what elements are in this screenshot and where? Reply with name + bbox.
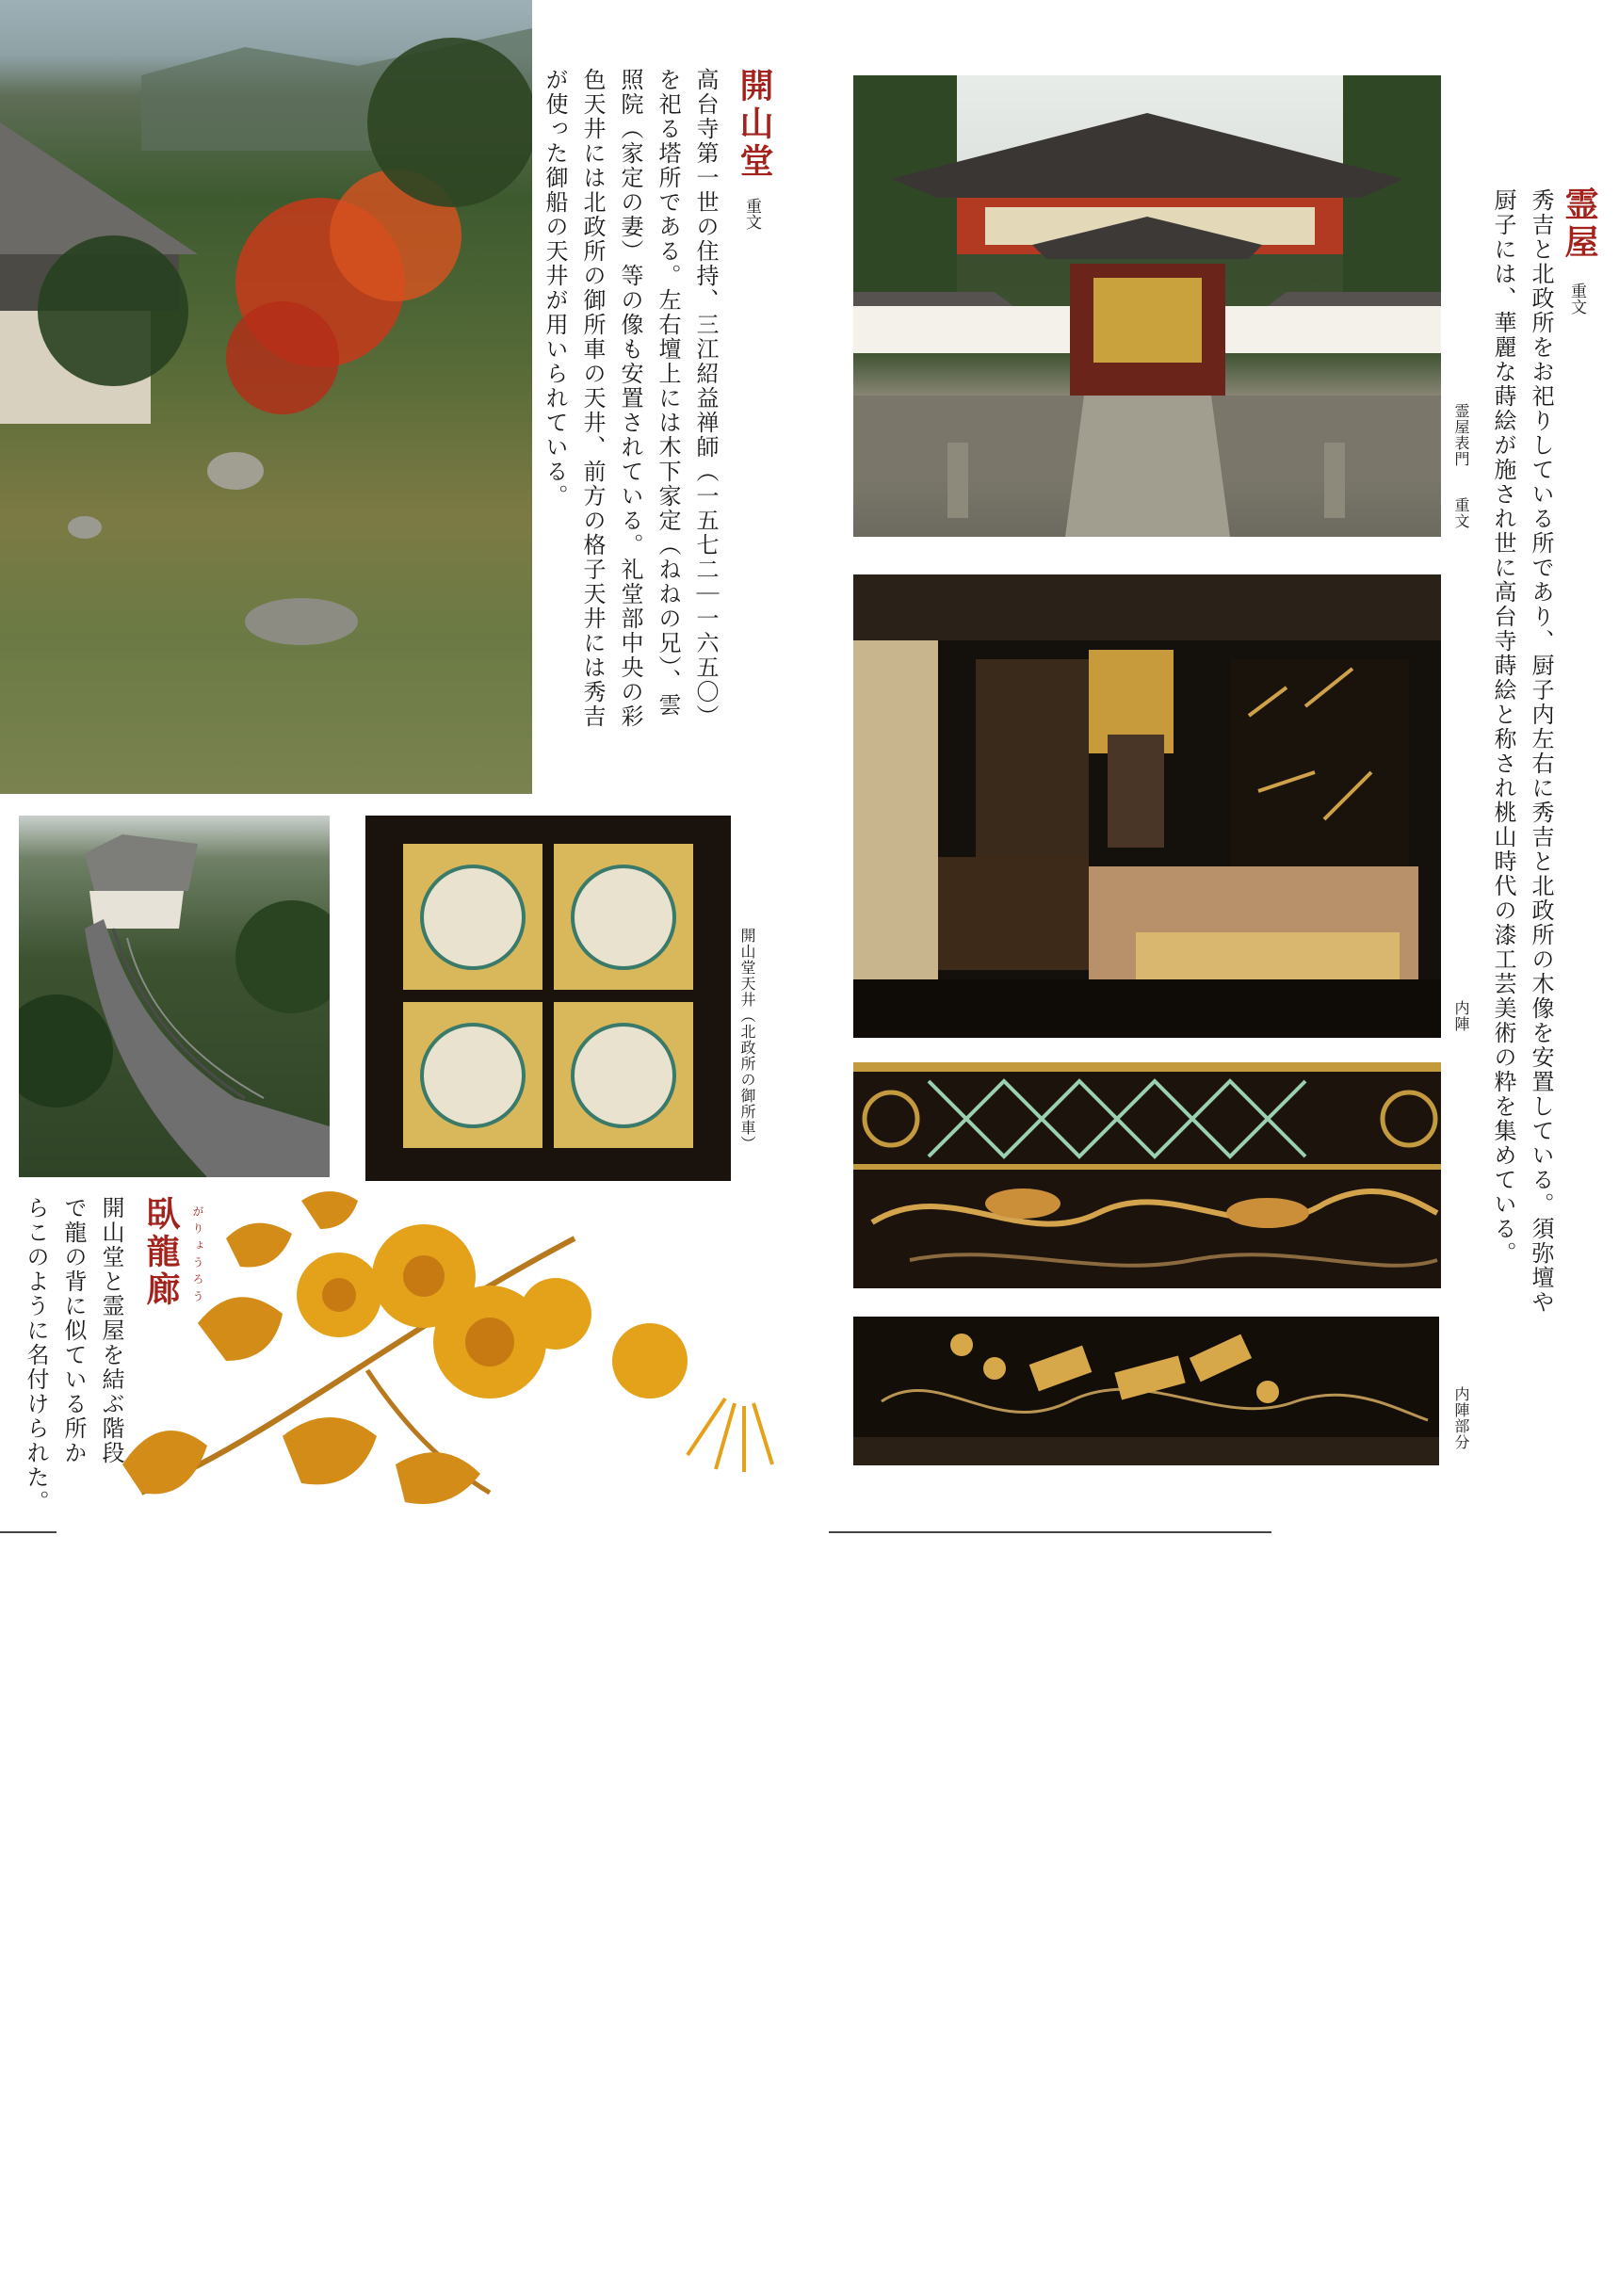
garyoro-line-3: らこのように名付けられた。 xyxy=(23,1196,49,1514)
kaisando-line-1: 高台寺第一世の住持、三江紹益禅師（一五七二｜一六五〇） xyxy=(692,68,719,729)
naijin-caption: 内陣 xyxy=(1452,1000,1470,1032)
otamaya-badge: 重文 xyxy=(1567,283,1586,315)
garyoro-title: 臥龍廊 xyxy=(141,1196,181,1309)
naijin-photo xyxy=(853,574,1441,1038)
garyoro-line-2: で龍の背に似ている所か xyxy=(60,1196,87,1465)
garyoro-photo xyxy=(19,816,330,1177)
naijin-detail-photo-2 xyxy=(853,1317,1439,1465)
otamaya-line-1: 秀吉と北政所をお祀りしている所であり、厨子内左右に秀吉と北政所の木像を安置している。須弥壇や xyxy=(1528,188,1554,1315)
otamaya-title: 霊屋 xyxy=(1560,186,1599,262)
bottom-divider-left xyxy=(0,1531,57,1533)
chrysanthemum-illustration xyxy=(85,1182,824,1530)
bottom-divider-right xyxy=(829,1531,1271,1533)
garyoro-ruby: がりょうろう xyxy=(191,1205,204,1307)
ceiling-photo xyxy=(365,816,731,1181)
naijin-detail-photo-1 xyxy=(853,1062,1441,1288)
gate-caption: 霊屋表門 xyxy=(1452,403,1470,467)
ceiling-caption: 開山堂天井（北政所の御所車） xyxy=(738,928,756,1152)
garyoro-line-1: 開山堂と霊屋を結ぶ階段 xyxy=(98,1196,124,1465)
garden-photo xyxy=(0,0,532,794)
kaisando-badge: 重文 xyxy=(742,198,761,230)
otamaya-gate-photo xyxy=(853,75,1441,537)
naijin-detail-caption: 内陣部分 xyxy=(1452,1386,1470,1450)
kaisando-line-4: 色天井には北政所の御所車の天井、前方の格子天井には秀吉 xyxy=(579,68,606,729)
kaisando-line-5: が使った御船の天井が用いられている。 xyxy=(542,68,568,509)
kaisando-line-3: 照院（家定の妻）等の像も安置されている。礼堂部中央の彩 xyxy=(617,68,643,729)
otamaya-line-2: 厨子には、華麗な蒔絵が施され世に高台寺蒔絵と称され桃山時代の漆工芸美術の粋を集めている。 xyxy=(1490,188,1516,1266)
kaisando-line-2: を祀る塔所である。左右壇上には木下家定（ねねの兄）、雲 xyxy=(655,68,681,718)
kaisando-title: 開山堂 xyxy=(735,68,774,181)
gate-badge: 重文 xyxy=(1452,497,1470,529)
